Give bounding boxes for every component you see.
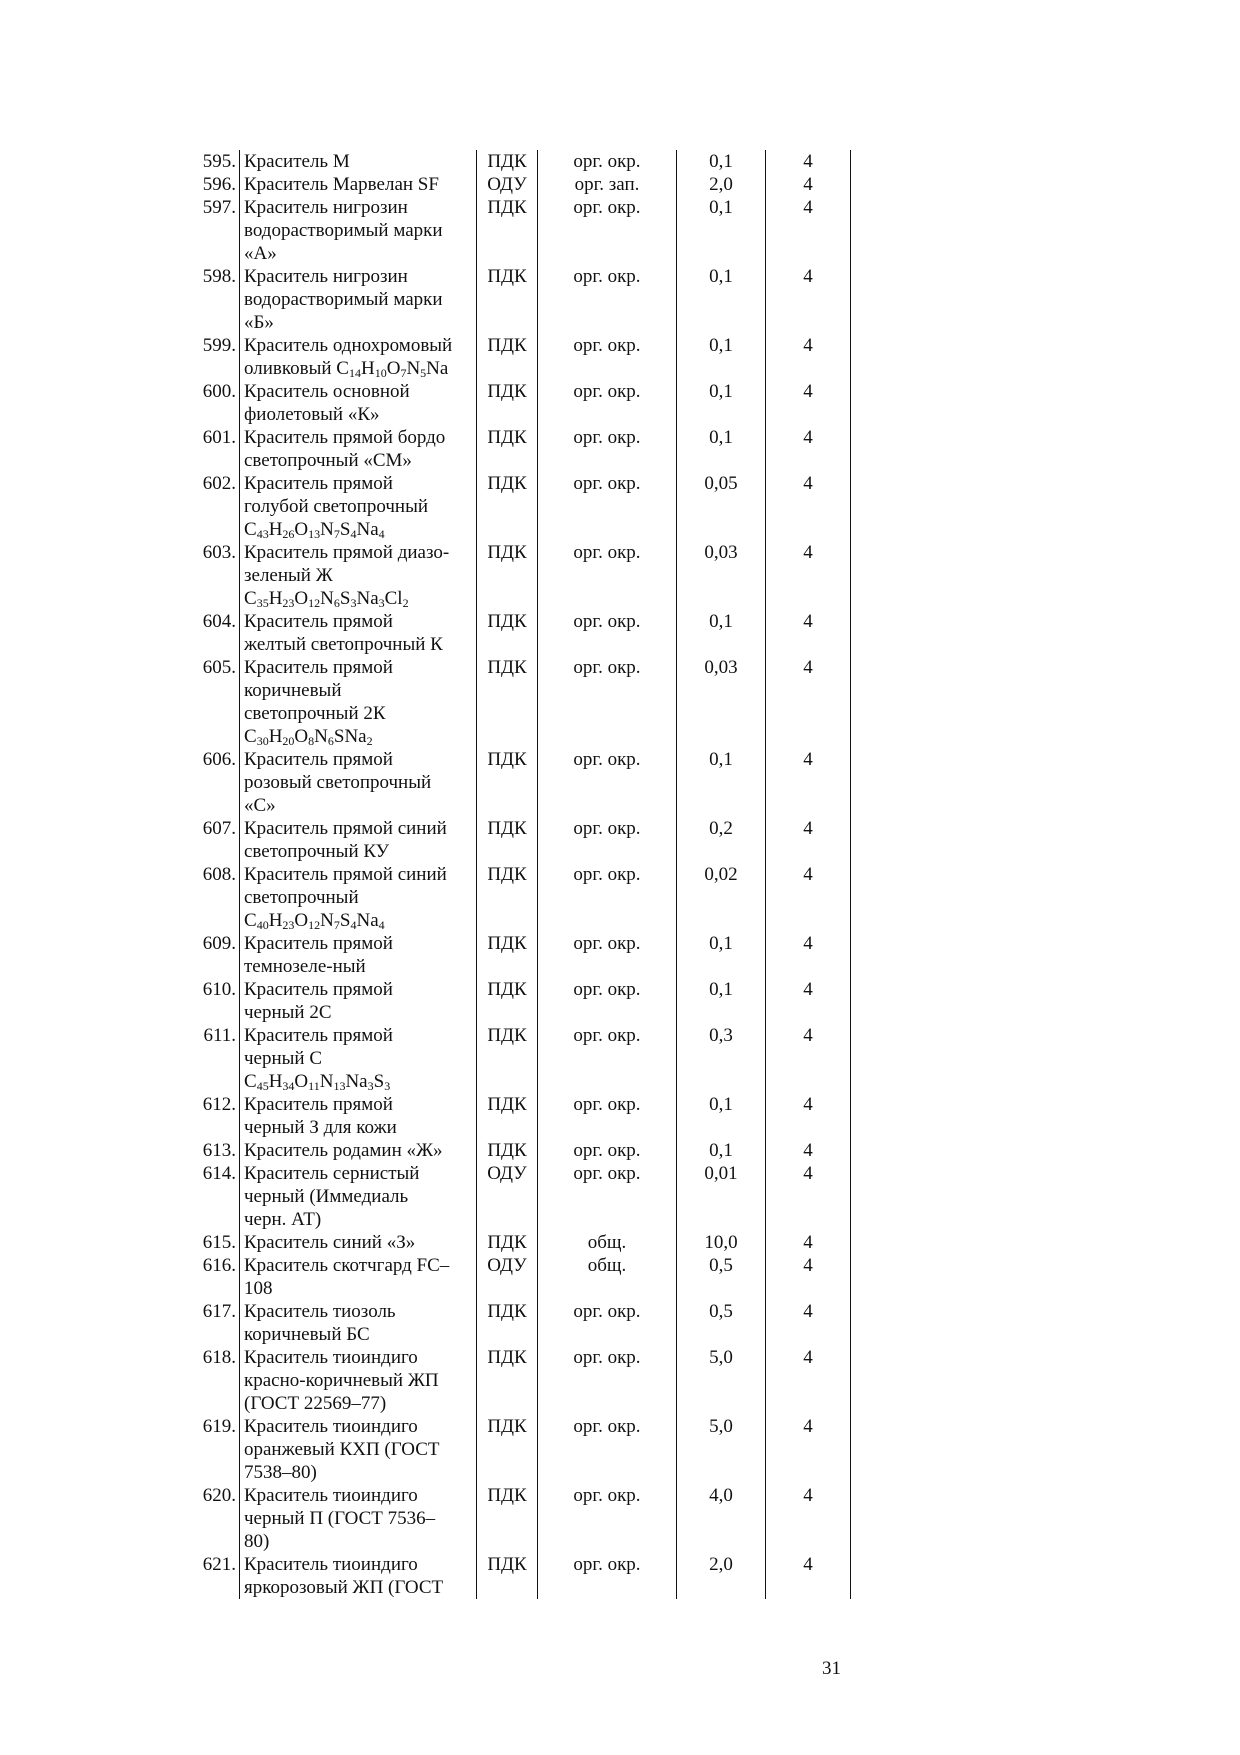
table-row xyxy=(188,150,851,173)
norm-type: ПДК xyxy=(477,1093,538,1139)
hazard-indicator: орг. окр. xyxy=(538,656,677,748)
substance-name-line: коричневый БС xyxy=(244,1324,370,1345)
substance-name xyxy=(240,1231,477,1254)
norm-type: ПДК xyxy=(477,863,538,932)
row-number: 596. xyxy=(188,173,240,196)
hazard-indicator: орг. окр. xyxy=(538,863,677,932)
substance-name-line: черный П (ГОСТ 7536– xyxy=(244,1508,436,1529)
table-row xyxy=(188,1484,851,1553)
table-row xyxy=(188,656,851,748)
table-row xyxy=(188,863,851,932)
row-number: 617. xyxy=(188,1300,240,1346)
substance-name-line: Краситель прямой синий xyxy=(244,818,447,839)
norm-value: 0,3 xyxy=(677,1024,766,1093)
substance-name-line: Краситель тиоиндиго xyxy=(244,1347,418,1368)
norm-type: ПДК xyxy=(477,817,538,863)
substance-name-line: черный С xyxy=(244,1048,323,1069)
substance-name xyxy=(240,380,477,426)
hazard-indicator: орг. окр. xyxy=(538,1484,677,1553)
substance-name xyxy=(240,1024,477,1093)
row-number: 613. xyxy=(188,1139,240,1162)
substance-name xyxy=(240,1415,477,1484)
norm-type: ПДК xyxy=(477,1346,538,1415)
norm-value: 0,03 xyxy=(677,541,766,610)
norm-type: ПДК xyxy=(477,1484,538,1553)
substance-name-line: Краситель М xyxy=(244,151,350,172)
norm-value: 0,1 xyxy=(677,426,766,472)
row-number: 597. xyxy=(188,196,240,265)
substance-name xyxy=(240,1346,477,1415)
substance-name-line: Краситель тиозоль xyxy=(244,1301,396,1322)
table-row xyxy=(188,472,851,541)
hazard-class: 4 xyxy=(766,334,851,380)
row-number: 610. xyxy=(188,978,240,1024)
norm-value: 0,1 xyxy=(677,748,766,817)
substance-name-line: светопрочный xyxy=(244,887,359,908)
table-body xyxy=(188,150,851,1599)
substance-name-line: Краситель прямой xyxy=(244,657,393,678)
norm-value: 0,05 xyxy=(677,472,766,541)
norm-type: ПДК xyxy=(477,1024,538,1093)
hazard-indicator: орг. окр. xyxy=(538,932,677,978)
table-row xyxy=(188,265,851,334)
hazard-indicator: орг. окр. xyxy=(538,748,677,817)
norm-type: ПДК xyxy=(477,932,538,978)
substance-name-line: светопрочный «СМ» xyxy=(244,450,412,471)
row-number: 616. xyxy=(188,1254,240,1300)
hazard-indicator: орг. окр. xyxy=(538,265,677,334)
substance-name xyxy=(240,173,477,196)
norm-type: ОДУ xyxy=(477,1162,538,1231)
hazard-class: 4 xyxy=(766,863,851,932)
hazard-class: 4 xyxy=(766,978,851,1024)
table-row xyxy=(188,1231,851,1254)
substance-name-line: черн. АТ) xyxy=(244,1209,322,1230)
norm-value: 0,1 xyxy=(677,150,766,173)
substance-name-line: Краситель нигрозин xyxy=(244,197,408,218)
norm-type: ПДК xyxy=(477,748,538,817)
row-number: 615. xyxy=(188,1231,240,1254)
substance-name xyxy=(240,1300,477,1346)
norm-value: 0,5 xyxy=(677,1254,766,1300)
hazard-class: 4 xyxy=(766,656,851,748)
row-number: 620. xyxy=(188,1484,240,1553)
hazard-indicator: орг. окр. xyxy=(538,380,677,426)
substance-name-line: Краситель прямой xyxy=(244,979,393,1000)
norm-value: 2,0 xyxy=(677,173,766,196)
table-row xyxy=(188,1415,851,1484)
hazard-indicator: орг. окр. xyxy=(538,472,677,541)
hazard-class: 4 xyxy=(766,1093,851,1139)
hazard-indicator: орг. окр. xyxy=(538,610,677,656)
table-row xyxy=(188,196,851,265)
row-number: 618. xyxy=(188,1346,240,1415)
substance-name xyxy=(240,334,477,380)
hazard-class: 4 xyxy=(766,380,851,426)
norm-type: ПДК xyxy=(477,196,538,265)
norm-value: 4,0 xyxy=(677,1484,766,1553)
hazard-class: 4 xyxy=(766,1415,851,1484)
norm-type: ПДК xyxy=(477,1553,538,1599)
row-number: 595. xyxy=(188,150,240,173)
hazard-indicator: орг. окр. xyxy=(538,1415,677,1484)
norm-value: 5,0 xyxy=(677,1415,766,1484)
norm-type: ПДК xyxy=(477,334,538,380)
substance-name-line: розовый светопрочный xyxy=(244,772,432,793)
row-number: 605. xyxy=(188,656,240,748)
norm-type: ПДК xyxy=(477,1231,538,1254)
table-row xyxy=(188,1553,851,1599)
substance-name-line: Краситель прямой бордо xyxy=(244,427,446,448)
hazard-indicator: орг. окр. xyxy=(538,426,677,472)
substance-name xyxy=(240,472,477,541)
norm-type: ПДК xyxy=(477,265,538,334)
substance-name xyxy=(240,817,477,863)
norm-value: 0,02 xyxy=(677,863,766,932)
norm-value: 0,1 xyxy=(677,610,766,656)
row-number: 599. xyxy=(188,334,240,380)
table-row xyxy=(188,817,851,863)
norm-type: ПДК xyxy=(477,426,538,472)
table-row xyxy=(188,173,851,196)
norm-type: ПДК xyxy=(477,380,538,426)
norm-type: ПДК xyxy=(477,150,538,173)
table-row xyxy=(188,748,851,817)
hazard-indicator: орг. окр. xyxy=(538,1093,677,1139)
substance-name-line: Краситель синий «З» xyxy=(244,1232,416,1253)
hazard-indicator: орг. окр. xyxy=(538,1024,677,1093)
norm-type: ПДК xyxy=(477,610,538,656)
substance-name-line: Краситель однохромовый xyxy=(244,335,453,356)
substance-name-line: $C_{43}H_{26}O_{13}N_7S_4Na_4$ xyxy=(244,519,385,541)
table-row xyxy=(188,1093,851,1139)
substance-name-line: яркорозовый ЖП (ГОСТ xyxy=(244,1577,444,1598)
row-number: 619. xyxy=(188,1415,240,1484)
norm-value: 0,01 xyxy=(677,1162,766,1231)
norm-type: ПДК xyxy=(477,1139,538,1162)
substance-name-line: Краситель прямой xyxy=(244,1094,393,1115)
substance-name-line: светопрочный КУ xyxy=(244,841,390,862)
substance-name-line: фиолетовый «К» xyxy=(244,404,380,425)
row-number: 611. xyxy=(188,1024,240,1093)
substance-name xyxy=(240,426,477,472)
norm-type: ПДК xyxy=(477,656,538,748)
hazard-class: 4 xyxy=(766,1231,851,1254)
row-number: 603. xyxy=(188,541,240,610)
table-row xyxy=(188,334,851,380)
hazard-indicator: орг. окр. xyxy=(538,1553,677,1599)
substance-name xyxy=(240,1254,477,1300)
substance-name-line: Краситель тиоиндиго xyxy=(244,1554,418,1575)
table-row xyxy=(188,1300,851,1346)
substance-name-line: 108 xyxy=(244,1278,273,1299)
substance-name-line: водорастворимый марки xyxy=(244,220,443,241)
substance-name-line: $C_{45}H_{34}O_{11}N_{13}Na_3S_3$ xyxy=(244,1071,391,1093)
hazard-indicator: орг. окр. xyxy=(538,334,677,380)
hazard-indicator: орг. окр. xyxy=(538,978,677,1024)
table-row xyxy=(188,1346,851,1415)
substance-name xyxy=(240,863,477,932)
norm-value: 0,5 xyxy=(677,1300,766,1346)
substance-name xyxy=(240,656,477,748)
substance-name-line: черный (Иммедиаль xyxy=(244,1186,409,1207)
table-row xyxy=(188,380,851,426)
substance-name-line: Краситель скотчгард FC– xyxy=(244,1255,450,1276)
hazard-class: 4 xyxy=(766,748,851,817)
hazard-class: 4 xyxy=(766,196,851,265)
hazard-class: 4 xyxy=(766,173,851,196)
substance-name xyxy=(240,1093,477,1139)
norm-value: 0,1 xyxy=(677,196,766,265)
substance-name-line: Краситель прямой xyxy=(244,611,393,632)
hazard-class: 4 xyxy=(766,1139,851,1162)
hazard-class: 4 xyxy=(766,265,851,334)
norm-value: 2,0 xyxy=(677,1553,766,1599)
hazard-class: 4 xyxy=(766,472,851,541)
substance-name-line: Краситель прямой синий xyxy=(244,864,447,885)
hazard-indicator: общ. xyxy=(538,1231,677,1254)
substance-name-line: Краситель родамин «Ж» xyxy=(244,1140,443,1161)
hazard-class: 4 xyxy=(766,426,851,472)
substance-table xyxy=(188,150,851,1599)
hazard-class: 4 xyxy=(766,1254,851,1300)
hazard-class: 4 xyxy=(766,1484,851,1553)
norm-type: ОДУ xyxy=(477,173,538,196)
row-number: 600. xyxy=(188,380,240,426)
substance-name xyxy=(240,748,477,817)
hazard-class: 4 xyxy=(766,817,851,863)
substance-name-line: Краситель прямой xyxy=(244,749,393,770)
substance-name xyxy=(240,1162,477,1231)
norm-type: ПДК xyxy=(477,1300,538,1346)
norm-type: ПДК xyxy=(477,541,538,610)
row-number: 601. xyxy=(188,426,240,472)
substance-name xyxy=(240,541,477,610)
hazard-indicator: орг. окр. xyxy=(538,196,677,265)
norm-value: 0,1 xyxy=(677,978,766,1024)
norm-value: 0,1 xyxy=(677,1139,766,1162)
hazard-indicator: орг. окр. xyxy=(538,1300,677,1346)
substance-name xyxy=(240,196,477,265)
hazard-indicator: орг. окр. xyxy=(538,817,677,863)
substance-name-line: Краситель прямой xyxy=(244,473,393,494)
row-number: 612. xyxy=(188,1093,240,1139)
substance-name-line: оливковый $C_{14}H_{10}O_7N_5Na$ xyxy=(244,358,449,380)
substance-name-line: темнозеле-ный xyxy=(244,956,366,977)
substance-name-line: (ГОСТ 22569–77) xyxy=(244,1393,387,1414)
row-number: 604. xyxy=(188,610,240,656)
substance-name-line: «А» xyxy=(244,243,277,264)
substance-name-line: Краситель прямой xyxy=(244,1025,393,1046)
substance-name-line: Краситель основной xyxy=(244,381,410,402)
table-row xyxy=(188,932,851,978)
norm-value: 0,1 xyxy=(677,1093,766,1139)
hazard-class: 4 xyxy=(766,150,851,173)
norm-value: 0,2 xyxy=(677,817,766,863)
row-number: 602. xyxy=(188,472,240,541)
substance-name-line: $C_{30}H_{20}O_8N_6SNa_2$ xyxy=(244,726,373,748)
hazard-indicator: орг. зап. xyxy=(538,173,677,196)
table-row xyxy=(188,1254,851,1300)
substance-name-line: Краситель тиоиндиго xyxy=(244,1485,418,1506)
hazard-indicator: орг. окр. xyxy=(538,1139,677,1162)
hazard-class: 4 xyxy=(766,1553,851,1599)
substance-name-line: 80) xyxy=(244,1531,270,1552)
substance-name-line: светопрочный 2К xyxy=(244,703,386,724)
substance-name-line: зеленый Ж xyxy=(244,565,333,586)
norm-type: ПДК xyxy=(477,472,538,541)
substance-name-line: Краситель прямой xyxy=(244,933,393,954)
substance-name xyxy=(240,1139,477,1162)
row-number: 609. xyxy=(188,932,240,978)
norm-value: 0,1 xyxy=(677,334,766,380)
substance-name xyxy=(240,978,477,1024)
substance-name-line: Краситель Марвелан SF xyxy=(244,174,439,195)
page-number: 31 xyxy=(822,1658,841,1679)
norm-value: 0,1 xyxy=(677,380,766,426)
norm-value: 5,0 xyxy=(677,1346,766,1415)
table-row xyxy=(188,1024,851,1093)
norm-type: ОДУ xyxy=(477,1254,538,1300)
hazard-class: 4 xyxy=(766,610,851,656)
norm-value: 10,0 xyxy=(677,1231,766,1254)
row-number: 606. xyxy=(188,748,240,817)
substance-name-line: черный 2С xyxy=(244,1002,332,1023)
hazard-class: 4 xyxy=(766,1300,851,1346)
substance-name-line: 7538–80) xyxy=(244,1462,317,1483)
substance-name-line: $C_{35}H_{23}O_{12}N_6S_3Na_3Cl_2$ xyxy=(244,588,409,610)
hazard-indicator: орг. окр. xyxy=(538,150,677,173)
substance-name xyxy=(240,1484,477,1553)
substance-name xyxy=(240,932,477,978)
norm-type: ПДК xyxy=(477,1415,538,1484)
hazard-class: 4 xyxy=(766,1162,851,1231)
substance-name-line: желтый светопрочный К xyxy=(244,634,443,655)
row-number: 621. xyxy=(188,1553,240,1599)
substance-name-line: черный З для кожи xyxy=(244,1117,397,1138)
substance-name-line: $C_{40}H_{23}O_{12}N_7S_4Na_4$ xyxy=(244,910,385,932)
substance-name-line: красно-коричневый ЖП xyxy=(244,1370,439,1391)
table-row xyxy=(188,426,851,472)
substance-name-line: коричневый xyxy=(244,680,342,701)
substance-name xyxy=(240,1553,477,1599)
substance-name-line: «С» xyxy=(244,795,276,816)
hazard-class: 4 xyxy=(766,1024,851,1093)
table-row xyxy=(188,541,851,610)
substance-name-line: Краситель нигрозин xyxy=(244,266,408,287)
substance-name-line: водорастворимый марки xyxy=(244,289,443,310)
row-number: 608. xyxy=(188,863,240,932)
norm-value: 0,03 xyxy=(677,656,766,748)
table-row xyxy=(188,610,851,656)
substance-name-line: Краситель тиоиндиго xyxy=(244,1416,418,1437)
row-number: 614. xyxy=(188,1162,240,1231)
row-number: 598. xyxy=(188,265,240,334)
hazard-class: 4 xyxy=(766,932,851,978)
hazard-indicator: орг. окр. xyxy=(538,1162,677,1231)
norm-type: ПДК xyxy=(477,978,538,1024)
substance-name-line: Краситель сернистый xyxy=(244,1163,420,1184)
hazard-class: 4 xyxy=(766,541,851,610)
norm-value: 0,1 xyxy=(677,932,766,978)
hazard-indicator: орг. окр. xyxy=(538,1346,677,1415)
table-row xyxy=(188,978,851,1024)
substance-name xyxy=(240,265,477,334)
row-number: 607. xyxy=(188,817,240,863)
substance-name-line: Краситель прямой диазо- xyxy=(244,542,450,563)
table-row xyxy=(188,1162,851,1231)
hazard-indicator: орг. окр. xyxy=(538,541,677,610)
substance-name xyxy=(240,610,477,656)
substance-name-line: голубой светопрочный xyxy=(244,496,428,517)
table-row xyxy=(188,1139,851,1162)
norm-value: 0,1 xyxy=(677,265,766,334)
hazard-indicator: общ. xyxy=(538,1254,677,1300)
substance-name xyxy=(240,150,477,173)
hazard-class: 4 xyxy=(766,1346,851,1415)
substance-name-line: «Б» xyxy=(244,312,274,333)
substance-name-line: оранжевый КХП (ГОСТ xyxy=(244,1439,440,1460)
